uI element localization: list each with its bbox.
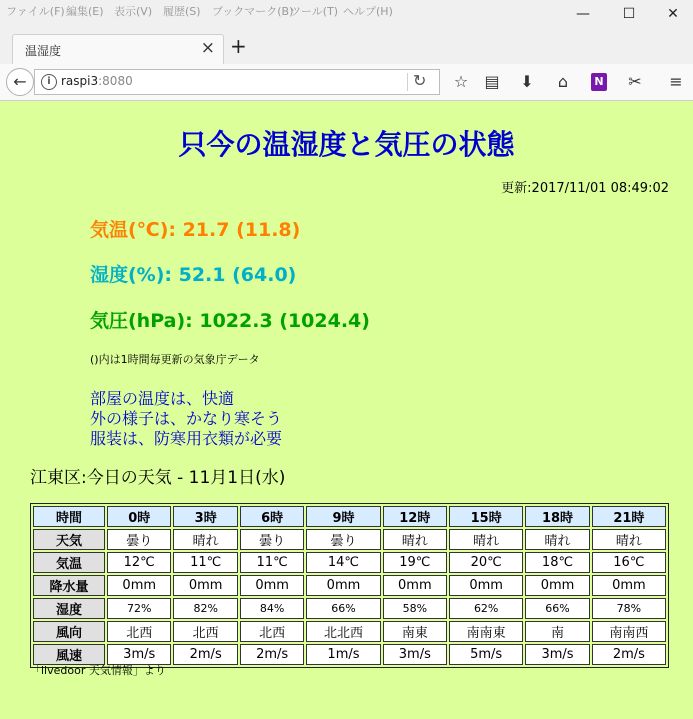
table-row-wind-direction bbox=[33, 621, 666, 642]
url-text bbox=[61, 74, 133, 88]
table-cell: 南東 bbox=[383, 621, 447, 642]
table-cell: 0mm bbox=[240, 575, 304, 596]
temperature-reading: 気温(℃): 21.7 (11.8) bbox=[90, 219, 301, 241]
table-cell: 3m/s bbox=[107, 644, 171, 665]
forecast-title: 江東区:今日の天気 - 11月1日(水) bbox=[30, 468, 286, 488]
table-cell: 58% bbox=[383, 598, 447, 619]
row-label: 風向 bbox=[33, 621, 105, 642]
advice-room: 部屋の温度は、快適 bbox=[90, 389, 235, 408]
table-cell: 曇り bbox=[107, 529, 171, 550]
table-cell: 0mm bbox=[449, 575, 523, 596]
table-cell: 曇り bbox=[240, 529, 304, 550]
table-header-cell: 9時 bbox=[306, 506, 380, 527]
back-arrow-icon: ← bbox=[13, 72, 27, 91]
pressure-reading: 気圧(hPa): 1022.3 (1024.4) bbox=[90, 310, 370, 332]
table-cell: 19℃ bbox=[383, 552, 447, 573]
table-row-temperature bbox=[33, 552, 666, 573]
table-cell: 0mm bbox=[107, 575, 171, 596]
table-header-cell: 6時 bbox=[240, 506, 304, 527]
table-cell: 66% bbox=[525, 598, 589, 619]
table-cell: 84% bbox=[240, 598, 304, 619]
table-cell: 晴れ bbox=[383, 529, 447, 550]
onenote-icon[interactable]: N bbox=[591, 73, 607, 91]
advice-outside: 外の様子は、かなり寒そう bbox=[90, 409, 283, 428]
table-header-cell: 15時 bbox=[449, 506, 523, 527]
table-header-cell: 3時 bbox=[173, 506, 237, 527]
table-cell: 82% bbox=[173, 598, 237, 619]
table-header-cell: 0時 bbox=[107, 506, 171, 527]
url-port: :8080 bbox=[98, 74, 133, 88]
home-icon[interactable]: ⌂ bbox=[557, 72, 569, 91]
table-cell: 北西 bbox=[240, 621, 304, 642]
updated-timestamp: 更新:2017/11/01 08:49:02 bbox=[501, 181, 669, 196]
table-row-precipitation bbox=[33, 575, 666, 596]
row-label: 湿度 bbox=[33, 598, 105, 619]
new-tab-button[interactable]: + bbox=[230, 34, 247, 58]
info-icon[interactable]: i bbox=[41, 74, 57, 90]
table-cell: 南 bbox=[525, 621, 589, 642]
source-credit: 「livedoor 天気情報」より bbox=[30, 664, 166, 677]
menu-edit[interactable]: 編集(E) bbox=[66, 5, 104, 18]
star-icon[interactable]: ☆ bbox=[453, 72, 469, 91]
reader-list-icon[interactable]: ▤ bbox=[484, 72, 500, 91]
table-cell: 0mm bbox=[306, 575, 380, 596]
table-header-cell: 18時 bbox=[525, 506, 589, 527]
url-host: raspi3 bbox=[61, 74, 99, 88]
table-cell: 3m/s bbox=[383, 644, 447, 665]
humidity-reading: 湿度(%): 52.1 (64.0) bbox=[90, 264, 297, 286]
tab-active[interactable] bbox=[12, 34, 224, 65]
maximize-button[interactable]: ☐ bbox=[622, 6, 636, 22]
table-cell: 12℃ bbox=[107, 552, 171, 573]
table-cell: 14℃ bbox=[306, 552, 380, 573]
download-icon[interactable]: ⬇ bbox=[520, 72, 534, 91]
table-header-cell: 時間 bbox=[33, 506, 105, 527]
menu-file[interactable]: ファイル(F) bbox=[6, 5, 65, 18]
table-cell: 晴れ bbox=[592, 529, 666, 550]
table-cell: 11℃ bbox=[240, 552, 304, 573]
table-cell: 66% bbox=[306, 598, 380, 619]
table-cell: 北西 bbox=[173, 621, 237, 642]
table-cell: 晴れ bbox=[173, 529, 237, 550]
table-cell: 北西 bbox=[107, 621, 171, 642]
data-note: ()内は1時間毎更新の気象庁データ bbox=[90, 353, 260, 366]
table-cell: 78% bbox=[592, 598, 666, 619]
advice-clothing: 服装は、防寒用衣類が必要 bbox=[90, 429, 283, 448]
menu-view[interactable]: 表示(V) bbox=[114, 5, 153, 18]
table-header-row bbox=[33, 506, 666, 527]
row-label: 風速 bbox=[33, 644, 105, 665]
row-label: 気温 bbox=[33, 552, 105, 573]
row-label: 天気 bbox=[33, 529, 105, 550]
table-header-cell: 12時 bbox=[383, 506, 447, 527]
table-cell: 3m/s bbox=[525, 644, 589, 665]
table-cell: 0mm bbox=[173, 575, 237, 596]
table-cell: 5m/s bbox=[449, 644, 523, 665]
tab-close-icon[interactable]: × bbox=[200, 38, 215, 58]
menu-history[interactable]: 履歴(S) bbox=[163, 5, 201, 18]
table-cell: 11℃ bbox=[173, 552, 237, 573]
table-cell: 0mm bbox=[592, 575, 666, 596]
menu-help[interactable]: ヘルプ(H) bbox=[343, 5, 393, 18]
url-bar[interactable] bbox=[34, 69, 440, 95]
extension-icon[interactable]: ✂ bbox=[628, 72, 642, 91]
reload-icon[interactable]: ↻ bbox=[413, 71, 427, 90]
table-cell: 2m/s bbox=[173, 644, 237, 665]
table-cell: 20℃ bbox=[449, 552, 523, 573]
table-row-humidity bbox=[33, 598, 666, 619]
table-cell: 南南東 bbox=[449, 621, 523, 642]
table-cell: 0mm bbox=[383, 575, 447, 596]
table-cell: 晴れ bbox=[449, 529, 523, 550]
menu-icon[interactable]: ≡ bbox=[669, 72, 683, 91]
menu-bookmarks[interactable]: ブックマーク(B) bbox=[212, 5, 294, 18]
table-cell: 曇り bbox=[306, 529, 380, 550]
menu-tools[interactable]: ツール(T) bbox=[290, 5, 339, 18]
table-cell: 1m/s bbox=[306, 644, 380, 665]
close-window-button[interactable]: ✕ bbox=[667, 6, 679, 22]
table-cell: 72% bbox=[107, 598, 171, 619]
page-content bbox=[0, 101, 693, 719]
row-label: 降水量 bbox=[33, 575, 105, 596]
table-cell: 18℃ bbox=[525, 552, 589, 573]
tab-title: 温湿度 bbox=[25, 44, 62, 58]
nav-toolbar bbox=[0, 64, 693, 101]
table-cell: 晴れ bbox=[525, 529, 589, 550]
forecast-table bbox=[30, 503, 669, 668]
table-cell: 2m/s bbox=[592, 644, 666, 665]
url-separator bbox=[407, 73, 408, 91]
table-cell: 北北西 bbox=[306, 621, 380, 642]
table-cell: 16℃ bbox=[592, 552, 666, 573]
minimize-button[interactable]: — bbox=[576, 6, 590, 22]
table-cell: 南南西 bbox=[592, 621, 666, 642]
table-cell: 2m/s bbox=[240, 644, 304, 665]
page-title: 只今の温湿度と気圧の状態 bbox=[178, 128, 515, 161]
table-cell: 62% bbox=[449, 598, 523, 619]
tab-strip bbox=[0, 28, 693, 64]
back-button[interactable] bbox=[6, 68, 34, 96]
table-cell: 0mm bbox=[525, 575, 589, 596]
table-row-weather bbox=[33, 529, 666, 550]
table-header-cell: 21時 bbox=[592, 506, 666, 527]
